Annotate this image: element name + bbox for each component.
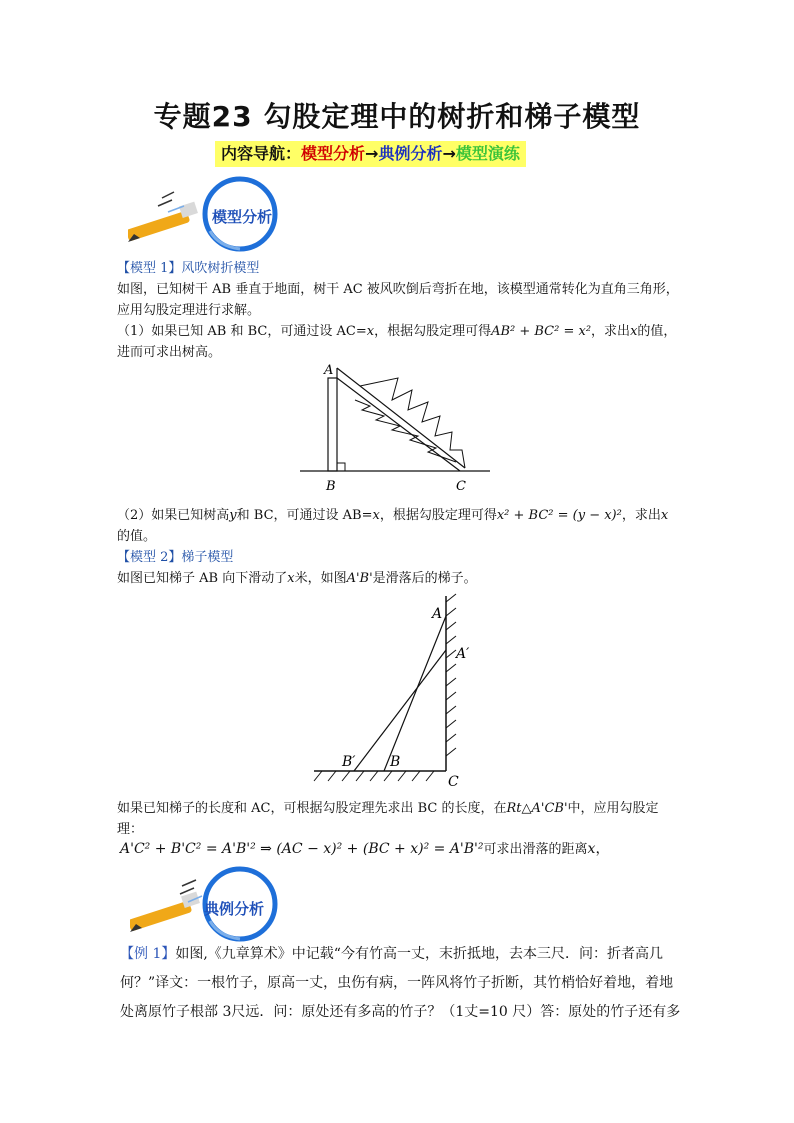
label-B: B (326, 479, 336, 494)
label-B-prime: B′ (342, 754, 356, 770)
case2-equation: x² + BC² = (y − x)² (496, 508, 622, 523)
model2-text (117, 798, 679, 840)
nav-arrow-icon: → (365, 144, 379, 163)
nav-item-model-analysis: 模型分析 (301, 144, 366, 163)
case1-var-2: x (630, 324, 638, 339)
ladder-figure (310, 592, 480, 792)
example1 (120, 940, 682, 1027)
case2-text-c: ，根据勾股定理可得 (379, 508, 497, 523)
model2-intro-x: x (287, 571, 295, 586)
case2-text-b: 和 BC，可通过设 AB= (236, 508, 373, 523)
tree-break-figure (300, 360, 500, 495)
model-analysis-badge (128, 176, 278, 256)
case2-var-x: x (372, 508, 380, 523)
example-analysis-badge (130, 866, 280, 946)
label-A: A (324, 363, 334, 378)
badge-label: 模型分析 (212, 208, 273, 226)
badge-label: 典例分析 (204, 900, 265, 918)
nav-prefix: 内容导航： (221, 144, 302, 163)
nav-arrow-icon: → (442, 144, 456, 163)
label-C: C (456, 479, 466, 494)
model1-intro: 如图，已知树干 AB 垂直于地面，树干 AC 被风吹倒后弯折在地，该模型通常转化为直角三角形，应用勾股定理进行求解。 (117, 282, 679, 318)
model2-intro-ab: A'B' (346, 571, 373, 586)
case1-text-a: （1）如果已知 AB 和 BC，可通过设 AC= (117, 324, 367, 339)
label-C: C (448, 774, 459, 790)
case1-text-b: ，根据勾股定理可得 (374, 324, 492, 339)
model2-equation: A'C² + B'C² = A'B'² ⇒ (AC − x)² + (BC + x)² = A'B'² (120, 841, 484, 857)
model2-label (117, 547, 679, 568)
case1-var: x (366, 324, 375, 339)
model2-heading: 【模型 2】梯子模型 (117, 550, 234, 565)
case2-text-d: ，求出 (621, 508, 661, 523)
model2-text-a: 如果已知梯子的长度和 AC，可根据勾股定理先求出 BC 的长度，在 (117, 801, 507, 816)
model1-case1 (117, 321, 679, 363)
case2-text-a: （2）如果已知树高 (117, 508, 230, 523)
model1-label (117, 258, 679, 279)
model2-intro (117, 568, 679, 589)
page-title: 专题23 勾股定理中的树折和梯子模型 (153, 100, 641, 133)
model2-eq-tail: 可求出滑落的距离 (483, 842, 588, 857)
model2-eq-x: x (587, 841, 596, 857)
case2-var-x-2: x (660, 508, 669, 523)
case2-text-e: 的值。 (117, 529, 157, 544)
nav-item-model-practice: 模型演练 (455, 144, 520, 163)
nav-item-example-analysis: 典例分析 (378, 144, 443, 163)
case1-text-c: ，求出 (591, 324, 631, 339)
model1-case2 (117, 505, 679, 547)
model2-equation-line (120, 838, 609, 858)
label-A-prime: A′ (456, 646, 470, 662)
model2-intro-a: 如图已知梯子 AB 向下滑动了 (117, 571, 288, 586)
model2-eq-end: ， (595, 841, 610, 857)
model2-intro-c: 是滑落后的梯子。 (372, 571, 477, 586)
model1-heading: 【模型 1】风吹树折模型 (117, 261, 260, 276)
content-navigation (215, 141, 526, 167)
model2-text-b: 中，应用勾股定理： (117, 801, 659, 837)
case1-text-d: 的值，进而可求出树高。 (117, 324, 677, 360)
example1-text: 如图,《九章算术》中记载“今有竹高一丈，末折抵地，去本三尺．问：折者高几何？”译文：一根竹子，原高一丈，虫伤有病，一阵风将竹子折断，其竹梢恰好着地，着地处离原竹子根部 3尺远．问：原处还有多高的竹子？（1丈=10 尺）答：原处的竹子还有多 (120, 946, 681, 1020)
label-B: B (390, 754, 401, 770)
model2-intro-b: 米，如图 (294, 571, 347, 586)
case2-var-y: y (229, 508, 237, 523)
model2-triangle: Rt△A'CB' (506, 801, 568, 816)
example1-label: 【例 1】 (120, 946, 176, 962)
label-A: A (432, 606, 443, 622)
case1-equation: AB² + BC² = x² (491, 324, 592, 339)
